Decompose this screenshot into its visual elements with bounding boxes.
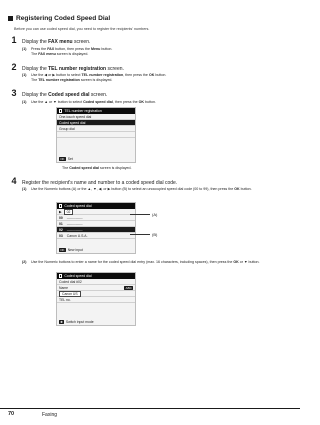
ok-key-tag: OK (60, 248, 65, 252)
lcd-coded-speed-dial-list (56, 202, 136, 254)
lcd-title-bar: Coded speed dial (57, 203, 135, 209)
lcd-menu-item[interactable]: One-touch speed dial (57, 114, 135, 120)
lcd-code-input[interactable]: ▶ 02 (57, 209, 135, 215)
mode-switch-label: Switch input mode (65, 320, 94, 324)
lcd-tel-number-registration (56, 107, 136, 163)
lcd-title-bar: Coded speed dial (57, 273, 135, 279)
step-4-instruction-2: (2) Use the Numeric buttons to enter a name for the coded speed dial entry (max. 16 characters, including spaces), then press the OK or ▼ button. (22, 260, 260, 264)
fax-icon (59, 274, 62, 277)
fax-icon (59, 204, 62, 207)
lcd-footer (57, 156, 135, 162)
lcd-footer (57, 319, 135, 325)
lcd-coded-speed-dial-entry (56, 272, 136, 326)
callout-line-b (130, 234, 150, 235)
input-mode-tag: ABC (125, 285, 132, 290)
lcd-menu-item-selected[interactable]: Coded speed dial (57, 120, 135, 126)
callout-line-a (130, 214, 150, 215)
step-3-result: The Coded speed dial screen is displayed. (62, 166, 132, 170)
lcd-list-item[interactable]: 00 -------------- (57, 215, 135, 221)
lcd-list-item[interactable]: 03 Canon U.S.A. (57, 233, 135, 239)
lcd-subtitle: Coded dial #02 (57, 279, 135, 285)
step-3-instruction: (1) Use the ▲ or ▼ button to select Coded speed dial, then press the OK button. (22, 100, 156, 104)
fax-icon (59, 109, 62, 112)
ok-key-tag: OK (60, 157, 65, 161)
step-4-instruction-1: (1) Use the Numeric buttons (A) or the ▲, ▼, ◀, or ▶ button (B) to select an unoccupied speed dial code (00 to 99), then press the OK button. (22, 187, 252, 191)
lcd-tel-label: TEL no. (57, 297, 135, 303)
section-intro: Before you can use coded speed dial, you need to register the recipients' numbers. (14, 27, 150, 31)
ok-action-label: New input (67, 248, 83, 252)
step-3: 3 Display the Coded speed dial screen. (11, 88, 108, 98)
step-1-instruction: (1) Press the FAX button, then press the Menu button. The FAX menu screen is displayed. (22, 47, 113, 56)
lcd-footer (57, 247, 135, 253)
square-bullet-icon (8, 16, 13, 21)
lcd-menu-item[interactable]: Group dial (57, 126, 135, 132)
callout-a: (A) (152, 212, 158, 217)
section-title: Registering Coded Speed Dial (8, 15, 110, 22)
step-2-instruction: (1) Use the ◀ or ▶ button to select TEL number registration, then press the OK button. The TEL number registration screen is displayed. (22, 73, 167, 82)
ok-action-label: Set (67, 157, 73, 161)
step-1: 1 Display the FAX menu screen. (11, 35, 91, 45)
star-key-tag: ✱ (60, 320, 63, 324)
lcd-empty-row (57, 132, 135, 138)
lcd-list-item-selected[interactable]: 02 -------------- (57, 227, 135, 233)
lcd-name-label-row: Name ABC (57, 285, 135, 291)
step-4: 4 Register the recipient's name and number to a coded speed dial code. (11, 176, 178, 186)
lcd-title-bar: TEL number registration (57, 108, 135, 114)
page-number: 70 (8, 411, 15, 417)
arrow-right-icon: ▶ (59, 209, 62, 214)
page-section: Faxing (42, 411, 58, 418)
lcd-name-input[interactable]: Canon US (57, 291, 135, 297)
footer-rule (0, 408, 300, 409)
step-2: 2 Display the TEL number registration screen. (11, 62, 124, 72)
callout-b: (B) (152, 232, 158, 237)
lcd-list-item[interactable]: 01 -------------- (57, 221, 135, 227)
